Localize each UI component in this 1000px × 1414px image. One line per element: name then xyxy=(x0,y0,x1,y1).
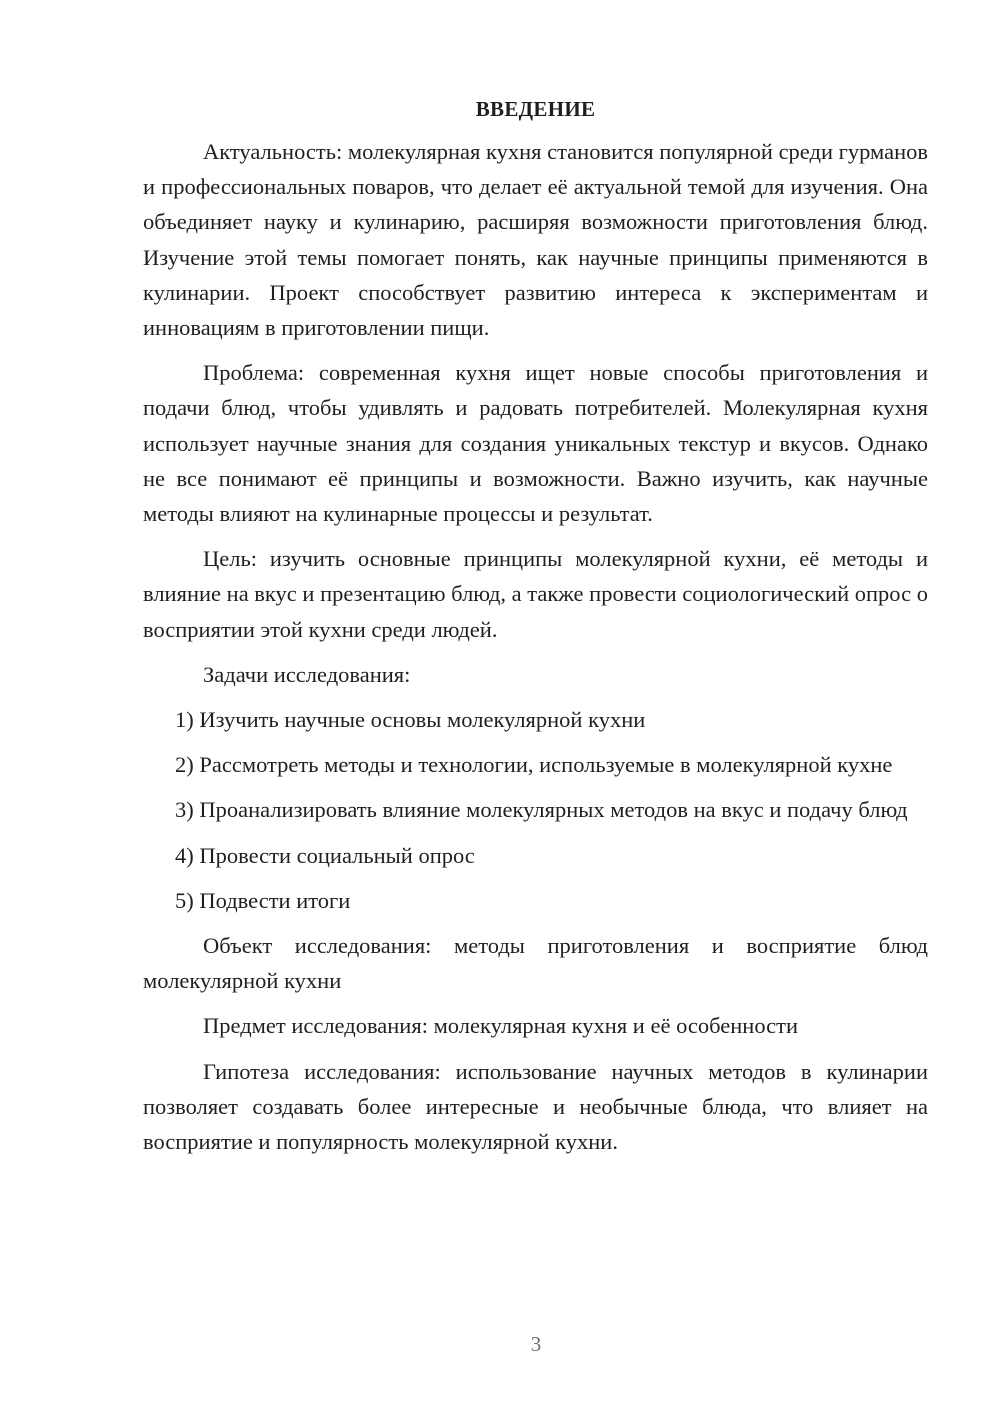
relevance-paragraph: Актуальность: молекулярная кухня становится популярной среди гурманов и профессиональных поваров, что делает её актуальной темой для изучения. Она объединяет науку и кулинарию, расширяя возможности приготовления блюд. Изучение этой темы помогает понять, как научные принципы применяются в кулинарии. Проект способствует развитию интереса к экспериментам и инновациям в приготовлении пищи. xyxy=(143,139,928,341)
section-title: ВВЕДЕНИЕ xyxy=(475,97,596,121)
problem-paragraph: Проблема: современная кухня ищет новые способы приготовления и подачи блюд, чтобы удивлять и радовать потребителей. Молекулярная кухня использует научные знания для создания уникальных текстур и вкусов. Однако не все понимают её принципы и возможности. Важно изучить, как научные методы влияют на кулинарные процессы и результат. xyxy=(143,360,928,527)
page-number: 3 xyxy=(530,1332,542,1356)
tasks-heading: Задачи исследования: xyxy=(203,661,411,687)
subject-paragraph: Предмет исследования: молекулярная кухня и её особенности xyxy=(203,1013,799,1039)
page-content xyxy=(143,92,928,1169)
task-item-1: 1) Изучить научные основы молекулярной кухни xyxy=(175,707,646,733)
object-paragraph: Объект исследования: методы приготовления и восприятие блюд молекулярной кухни xyxy=(143,933,928,994)
task-item-5: 5) Подвести итоги xyxy=(175,887,351,913)
task-item-3: 3) Проанализировать влияние молекулярных методов на вкус и подачу блюд xyxy=(175,797,908,823)
task-item-4: 4) Провести социальный опрос xyxy=(175,842,475,868)
task-item-2: 2) Рассмотреть методы и технологии, используемые в молекулярной кухне xyxy=(175,752,893,778)
hypothesis-paragraph: Гипотеза исследования: использование научных методов в кулинарии позволяет создавать более интересные и необычные блюда, что влияет на восприятие и популярность молекулярной кухни. xyxy=(143,1058,928,1155)
goal-paragraph: Цель: изучить основные принципы молекулярной кухни, её методы и влияние на вкус и презентацию блюд, а также провести социологический опрос о восприятии этой кухни среди людей. xyxy=(143,546,928,642)
